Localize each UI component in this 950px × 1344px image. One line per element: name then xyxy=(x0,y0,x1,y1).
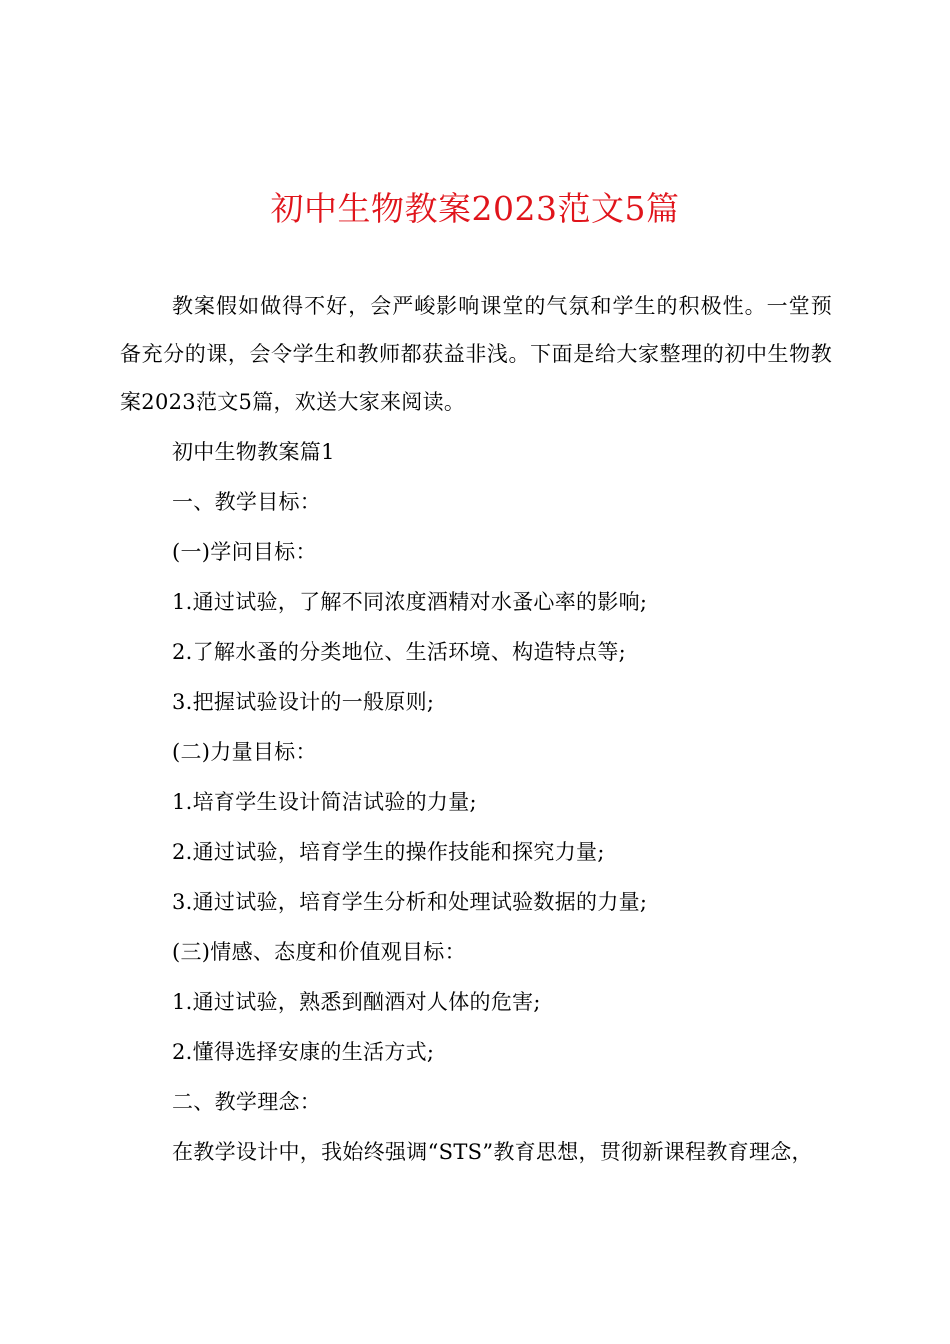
heading-teaching-philosophy: 二、教学理念： xyxy=(172,1090,322,1114)
list-item: 1.培育学生设计简洁试验的力量; xyxy=(172,790,477,814)
list-item: 3.把握试验设计的一般原则; xyxy=(172,690,435,714)
list-item: 2.了解水蚤的分类地位、生活环境、构造特点等; xyxy=(172,640,627,664)
list-item: 1.通过试验，熟悉到酗酒对人体的危害; xyxy=(172,990,541,1014)
intro-paragraph: 教案假如做得不好，会严峻影响课堂的气氛和学生的积极性。一堂预备充分的课，会令学生和教师都获益非浅。下面是给大家整理的初中生物教案2023范文5篇，欢送大家来阅读。 xyxy=(120,294,832,414)
subheading-attitude-goals: (三)情感、态度和价值观目标： xyxy=(172,940,466,964)
subheading-ability-goals: (二)力量目标： xyxy=(172,740,317,764)
list-item: 3.通过试验，培育学生分析和处理试验数据的力量; xyxy=(172,890,648,914)
heading-teaching-goals: 一、教学目标： xyxy=(172,490,322,514)
list-item: 1.通过试验，了解不同浓度酒精对水蚤心率的影响; xyxy=(172,590,648,614)
subheading-knowledge-goals: (一)学问目标： xyxy=(172,540,317,564)
list-item: 2.通过试验，培育学生的操作技能和探究力量; xyxy=(172,840,605,864)
document-title: 初中生物教案2023范文5篇 xyxy=(270,189,680,228)
section-heading-lesson-1: 初中生物教案篇1 xyxy=(172,440,335,464)
list-item: 2.懂得选择安康的生活方式; xyxy=(172,1040,435,1064)
body-paragraph: 在教学设计中，我始终强调“STS”教育思想，贯彻新课程教育理念， xyxy=(172,1140,813,1164)
